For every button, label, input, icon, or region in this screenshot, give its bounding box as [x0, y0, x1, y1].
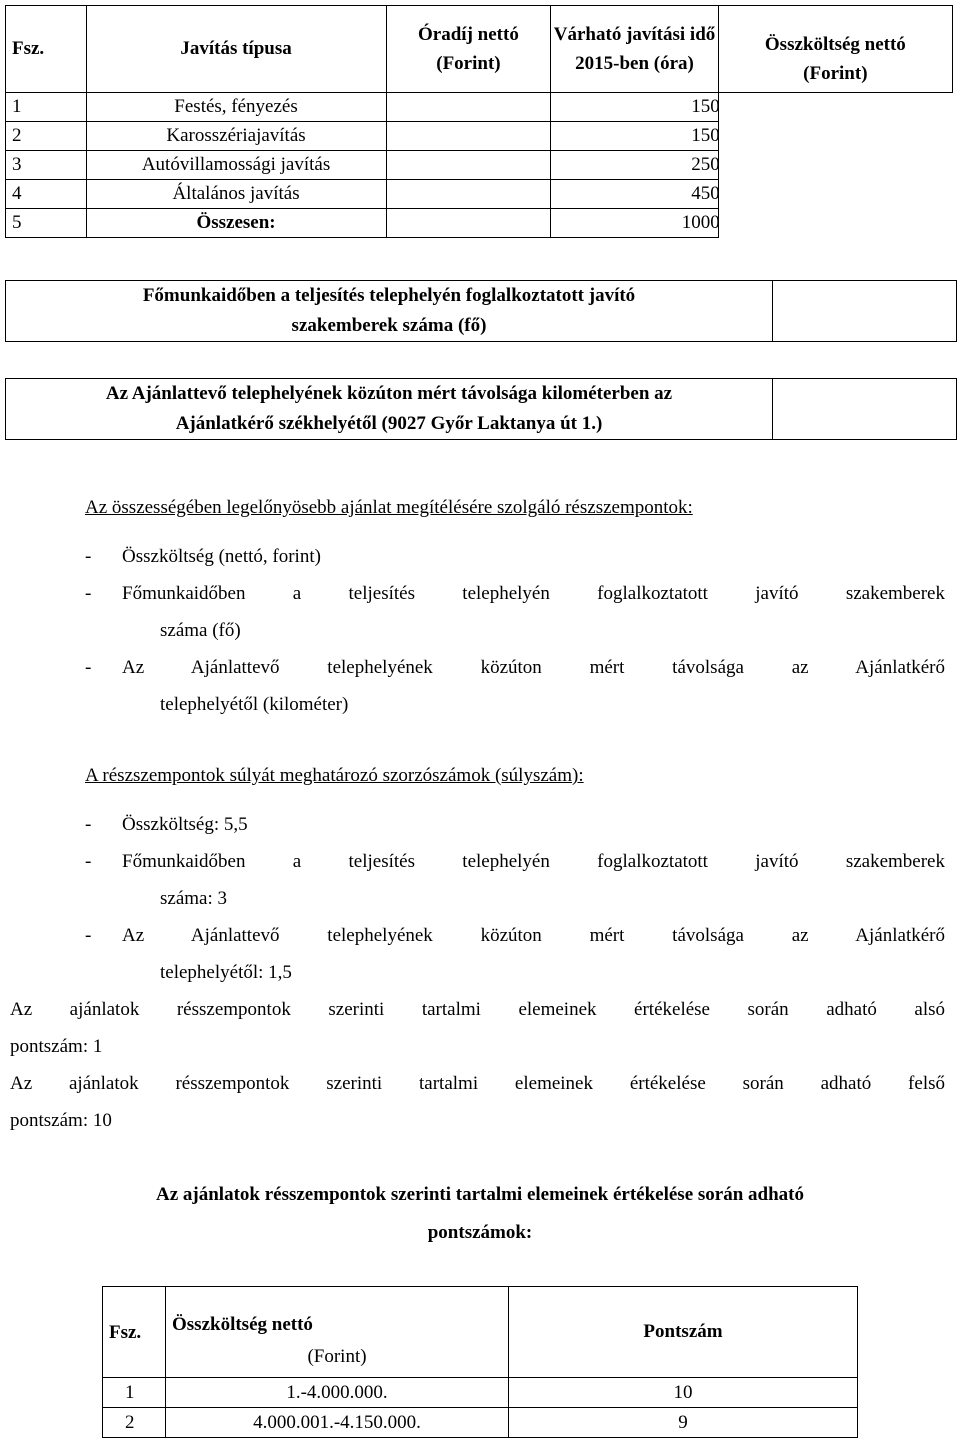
row-rate-cell[interactable]	[386, 122, 551, 151]
score-col-fsz	[103, 1287, 166, 1378]
row-rate-cell[interactable]	[386, 209, 551, 238]
distance-box	[5, 378, 957, 440]
score-col-points-text: Pontszám	[643, 1321, 723, 1342]
row-hours-text: 450	[691, 183, 720, 204]
score-col-cost-line1: Összköltség nettó	[172, 1314, 313, 1335]
table-row	[6, 209, 953, 238]
staff-count-label	[6, 281, 773, 342]
row-type: Általános javítás	[86, 180, 386, 209]
score-table-row	[103, 1378, 858, 1408]
weight-item-3-value: 1,5	[268, 962, 292, 983]
weight-item-3-cont-text: telephelyétől:	[160, 962, 269, 983]
lower-score-value: 1	[92, 1036, 103, 1057]
score-heading-line2: pontszámok:	[427, 1222, 533, 1243]
table-row	[6, 151, 953, 180]
lower-score-text: Az ajánlatok résszempontok szerinti tartalmi elemeinek értékelése során adható alsó	[10, 999, 945, 1020]
weights-section	[10, 757, 945, 1139]
col-header-fsz-text: Fsz.	[12, 38, 45, 60]
col-header-type	[86, 6, 386, 93]
weight-item-2-value: 3	[217, 888, 228, 909]
score-row-points: 9	[509, 1408, 858, 1438]
distance-label-line1: Az Ajánlattevő telephelyének közúton mért távolsága kilométerben az	[105, 383, 673, 404]
table-header-row	[6, 6, 953, 93]
col-header-total-line1: Összköltség nettó	[764, 34, 906, 55]
row-rate-cell[interactable]	[386, 151, 551, 180]
row-hours	[551, 209, 718, 238]
upper-score-cont	[10, 1102, 945, 1139]
repair-cost-table	[5, 5, 953, 238]
col-header-rate-line1: Óradíj nettó	[418, 23, 519, 45]
criteria-item-2: - Főmunkaidőben a teljesítés telephelyén foglalkoztatott javító szakemberek	[85, 583, 945, 604]
criteria-item-3-text: Az Ajánlattevő telephelyének közúton mért távolsága az Ajánlatkérő	[122, 657, 945, 678]
row-rate-cell[interactable]	[386, 180, 551, 209]
score-row-fsz: 1	[103, 1378, 166, 1408]
distance-value-cell[interactable]	[773, 379, 957, 440]
weight-item-3: - Az Ajánlattevő telephelyének közúton mért távolsága az Ajánlatkérő	[85, 925, 945, 946]
col-header-fsz	[6, 6, 87, 93]
staff-count-value-cell[interactable]	[773, 281, 957, 342]
row-type: Autóvillamossági javítás	[86, 151, 386, 180]
score-col-fsz-text: Fsz.	[109, 1321, 142, 1343]
score-row-points: 10	[509, 1378, 858, 1408]
staff-count-box	[5, 280, 957, 342]
col-header-type-text: Javítás típusa	[180, 38, 292, 60]
criteria-section	[85, 489, 945, 723]
table-row	[6, 93, 953, 122]
row-fsz: 2	[6, 122, 87, 151]
score-col-points	[509, 1287, 858, 1378]
criteria-item-2-text: Főmunkaidőben a teljesítés telephelyén foglalkoztatott javító szakemberek	[122, 583, 945, 604]
weight-item-2-cont	[85, 880, 945, 917]
score-col-cost	[166, 1287, 509, 1378]
distance-label-line2: Ajánlatkérő székhelyétől (9027 Győr Laktanya út 1.)	[175, 413, 603, 434]
weight-item-2: - Főmunkaidőben a teljesítés telephelyén foglalkoztatott javító szakemberek	[85, 851, 945, 872]
score-heading-line1: Az ajánlatok résszempontok szerinti tartalmi elemeinek értékelése során adható	[156, 1184, 804, 1205]
col-header-rate	[386, 6, 551, 93]
row-fsz: 1	[6, 93, 87, 122]
row-hours	[551, 151, 718, 180]
row-type: Összesen:	[86, 209, 386, 238]
row-hours	[551, 180, 718, 209]
score-table-header	[103, 1287, 858, 1378]
col-header-total-line2: (Forint)	[803, 63, 868, 85]
score-row-range: 1.-4.000.000.	[166, 1378, 509, 1408]
criteria-item-3-cont: telephelyétől (kilométer)	[160, 694, 349, 715]
row-type: Festés, fényezés	[86, 93, 386, 122]
score-heading	[60, 1176, 900, 1252]
row-hours-text: 1000	[681, 212, 720, 233]
row-fsz: 4	[6, 180, 87, 209]
col-header-hours-line1: Várható javítási idő	[553, 23, 716, 45]
row-rate-cell[interactable]	[386, 93, 551, 122]
row-hours-text: 150	[691, 96, 720, 117]
row-hours-text: 150	[691, 125, 720, 146]
criteria-item-2-cont: száma (fő)	[160, 620, 241, 641]
weight-item-1-value: 5,5	[223, 814, 248, 835]
col-header-rate-line2: (Forint)	[436, 53, 501, 74]
lower-score-cont	[10, 1028, 945, 1065]
weight-item-1-text: Összköltség:	[122, 814, 224, 835]
weight-item-2-cont-text: száma:	[160, 888, 218, 909]
table-row	[6, 122, 953, 151]
criteria-item-1: - Összköltség (nettó, forint)	[85, 546, 321, 567]
weight-item-1: - Összköltség: 5,5	[85, 814, 248, 835]
row-hours	[551, 122, 718, 151]
score-row-range: 4.000.001.-4.150.000.	[166, 1408, 509, 1438]
row-fsz: 5	[6, 209, 87, 238]
score-table-row	[103, 1408, 858, 1438]
staff-count-label-line1: Főmunkaidőben a teljesítés telephelyén foglalkoztatott javító	[142, 285, 636, 306]
distance-label	[6, 379, 773, 440]
score-table	[102, 1286, 858, 1438]
criteria-item-3: - Az Ajánlattevő telephelyének közúton mért távolsága az Ajánlatkérő	[85, 657, 945, 678]
staff-count-label-line2: szakemberek száma (fő)	[291, 315, 487, 336]
score-row-fsz: 2	[103, 1408, 166, 1438]
criteria-heading: Az összességében legelőnyösebb ajánlat megítélésére szolgáló részszempontok:	[85, 497, 693, 518]
weight-item-2-text: Főmunkaidőben a teljesítés telephelyén foglalkoztatott javító szakemberek	[122, 851, 945, 872]
row-type: Karosszériajavítás	[86, 122, 386, 151]
upper-score-value: 10	[92, 1110, 112, 1131]
row-hours	[551, 93, 718, 122]
row-hours-text: 250	[691, 154, 720, 175]
row-fsz: 3	[6, 151, 87, 180]
score-col-cost-line2: (Forint)	[307, 1346, 367, 1367]
col-header-total	[718, 6, 952, 93]
criteria-item-1-text: Összköltség (nettó, forint)	[122, 546, 321, 567]
col-header-hours	[551, 6, 718, 93]
upper-score-text: Az ajánlatok résszempontok szerinti tartalmi elemeinek értékelése során adható felső	[10, 1073, 945, 1094]
weight-item-3-text: Az Ajánlattevő telephelyének közúton mért távolsága az Ajánlatkérő	[122, 925, 945, 946]
col-header-hours-line2: 2015-ben (óra)	[575, 53, 694, 74]
table-row	[6, 180, 953, 209]
weights-heading: A részszempontok súlyát meghatározó szorzószámok (súlyszám):	[85, 765, 584, 786]
weight-item-3-cont	[85, 954, 945, 991]
upper-score-label: pontszám:	[10, 1110, 93, 1131]
lower-score-label: pontszám:	[10, 1036, 93, 1057]
